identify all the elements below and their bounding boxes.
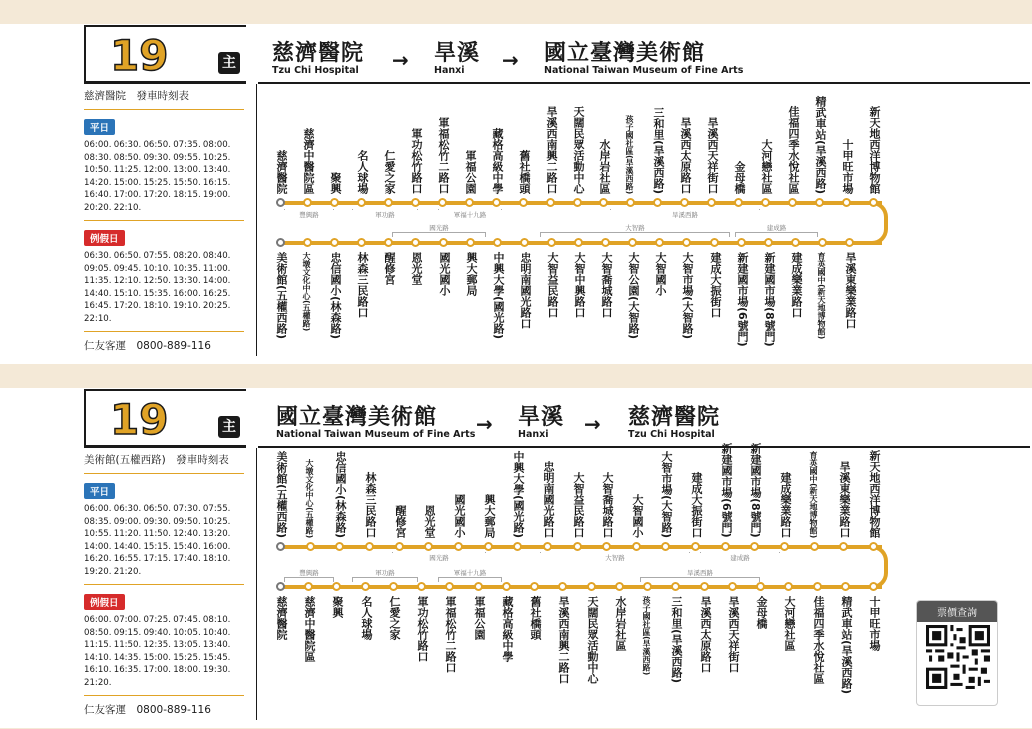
header-destination <box>628 400 720 440</box>
stop-label[interactable]: 孩子國社區(旱溪西路) <box>625 114 634 194</box>
stop-dot <box>303 238 312 247</box>
stop-dot <box>417 582 426 591</box>
stop-label[interactable]: 興大郵局 <box>483 494 496 538</box>
stop-label[interactable]: 慈濟中醫院區 <box>302 128 315 194</box>
stop-dot <box>653 198 662 207</box>
stop-dot <box>384 198 393 207</box>
stop-label[interactable]: 建成大振街口 <box>690 472 703 538</box>
stop-dot <box>756 582 765 591</box>
stop-dot <box>682 238 691 247</box>
stop-dot <box>519 198 528 207</box>
stop-label[interactable]: 大智公園(大智路) <box>627 252 640 340</box>
stop-dot <box>784 582 793 591</box>
stop-dot <box>365 542 374 551</box>
road-bracket <box>640 577 760 582</box>
stop-label[interactable]: 恩光堂 <box>410 252 423 285</box>
arrow-icon: → <box>392 48 409 72</box>
stop-label[interactable]: 新建國市場(8號門) <box>749 443 762 538</box>
stop-dot <box>304 582 313 591</box>
road-label: 軍功路 <box>352 568 418 577</box>
stop-dot <box>761 198 770 207</box>
stop-label[interactable]: 新建國市場(8號門) <box>763 252 776 347</box>
stop-label[interactable]: 林森三民路口 <box>356 252 369 318</box>
stop-dot <box>818 238 827 247</box>
stop-label[interactable]: 十甲旺市場 <box>868 596 881 651</box>
stop-dot <box>466 238 475 247</box>
arrow-icon: → <box>476 412 493 436</box>
main-route-badge: 主 <box>218 416 240 438</box>
stop-label[interactable]: 忠明南國光路口 <box>542 461 555 538</box>
stop-label[interactable]: 慈濟醫院 <box>275 150 288 194</box>
stop-label[interactable]: 軍福公園 <box>473 596 486 640</box>
stop-label[interactable]: 忠信國小(林森路) <box>334 450 347 538</box>
stop-dot <box>411 198 420 207</box>
main-route-badge: 主 <box>218 52 240 74</box>
stop-label[interactable]: 仁愛之家 <box>388 596 401 640</box>
stop-dot <box>454 542 463 551</box>
stop-label[interactable]: 忠信國小(林森路) <box>329 252 342 340</box>
stop-dot <box>357 198 366 207</box>
stop-dot <box>734 198 743 207</box>
stop-label[interactable]: 育英國中(新天地博物館) <box>809 450 818 538</box>
divider <box>84 695 244 696</box>
stop-dot <box>330 238 339 247</box>
route-number-box <box>84 389 246 447</box>
stop-dot <box>842 198 851 207</box>
destination-zh: 慈濟醫院 <box>628 405 721 430</box>
road-label: 軍功路 <box>352 210 418 219</box>
stop-label[interactable]: 軍功松竹路口 <box>410 128 423 194</box>
stop-label[interactable]: 慈濟中醫院區 <box>303 596 316 662</box>
stop-dot <box>513 542 522 551</box>
stop-dot <box>671 582 680 591</box>
stop-label[interactable]: 旱溪西南興二路口 <box>545 106 558 194</box>
stop-label[interactable]: 旱溪西太原路口 <box>679 117 692 194</box>
via-en: Hanxi <box>434 65 465 76</box>
road-label: 豐興路 <box>284 568 334 577</box>
stop-dot <box>601 238 610 247</box>
stop-label[interactable]: 大智益民路口 <box>546 252 559 318</box>
route-number: 19 <box>110 31 169 80</box>
stop-dot <box>815 198 824 207</box>
stop-label[interactable]: 大智市場(大智路) <box>681 252 694 340</box>
stop-label[interactable]: 美術館(五權西路) <box>275 252 288 340</box>
stop-label[interactable]: 孩子國社區(旱溪西路) <box>642 596 651 676</box>
stop-dot <box>841 582 850 591</box>
stop-label[interactable]: 藏格高級中學 <box>501 596 514 662</box>
stop-dot <box>546 198 555 207</box>
route-section-outbound <box>0 0 1032 364</box>
stop-dot <box>780 542 789 551</box>
stop-label[interactable]: 新建國市場(6號門) <box>720 443 733 538</box>
divider <box>84 220 244 221</box>
stop-label[interactable]: 慈濟醫院 <box>275 596 288 640</box>
destination-en: National Taiwan Museum of Fine Arts <box>544 65 744 76</box>
stop-label[interactable]: 金母橋 <box>755 596 768 629</box>
stop-dot <box>839 542 848 551</box>
via-zh: 旱溪 <box>518 405 565 430</box>
stop-label[interactable]: 大河戀社區 <box>760 139 773 194</box>
stop-dot <box>543 542 552 551</box>
divider <box>256 448 257 720</box>
stop-label[interactable]: 醒修宮 <box>394 505 407 538</box>
stop-label[interactable]: 名人球場 <box>356 150 369 194</box>
weekday-times: 06:00. 06:30. 06:50. 07:30. 07:55. 08:35. 09:00. 09:30. 09:50. 10:25. 10:55. 11:20. 11:50. 12:40. 13:20. 14:00. 14:40. 15:15. 15:40. 16:00. 16:20. 16:55. 17:15. 17:40. 18:10. 19:20. 21:20. <box>84 504 231 577</box>
stop-dot <box>502 582 511 591</box>
header-via <box>518 400 564 440</box>
route-number: 19 <box>110 395 169 444</box>
fare-query-title: 票價查詢 <box>917 601 997 622</box>
stop-dot <box>587 582 596 591</box>
stop-label[interactable]: 軍功松竹路口 <box>416 596 429 662</box>
stop-label[interactable]: 興大郵局 <box>465 252 478 296</box>
stop-label[interactable]: 育英國中(新天地博物館) <box>817 252 826 340</box>
stop-dot <box>655 238 664 247</box>
stop-dot <box>492 198 501 207</box>
road-label: 大智路 <box>540 553 690 562</box>
road-bracket <box>540 232 730 237</box>
stop-dot <box>389 582 398 591</box>
divider <box>84 584 244 585</box>
divider <box>258 446 1030 448</box>
timetable-panel <box>84 88 244 353</box>
timetable-panel <box>84 452 244 717</box>
stop-label[interactable]: 舊社橋頭 <box>529 596 542 640</box>
stop-dot <box>332 582 341 591</box>
stop-label[interactable]: 新天地西洋博物館 <box>868 450 881 538</box>
road-label: 旱溪西路 <box>610 210 760 219</box>
road-label: 大智路 <box>540 223 730 232</box>
stop-label[interactable]: 大智喬城路口 <box>601 472 614 538</box>
stop-dot <box>869 582 878 591</box>
stop-label[interactable]: 旱溪東樂業路口 <box>838 461 851 538</box>
holiday-times: 06:00. 07:00. 07:25. 07:45. 08:10. 08:50. 09:15. 09:40. 10:05. 10:40. 11:15. 11:50. 12:35. 13:05. 13:40. 14:10. 14:35. 15:00. 15:25. 15:45. 16:10. 16:35. 17:00. 18:00. 19:30. 21:20. <box>84 615 231 688</box>
road-label: 軍福十九路 <box>438 210 502 219</box>
header-via <box>434 36 480 76</box>
stop-dot <box>520 238 529 247</box>
stop-dot <box>628 238 637 247</box>
stop-label[interactable]: 名人球場 <box>360 596 373 640</box>
divider <box>258 82 1030 84</box>
stop-label[interactable]: 軍福松竹二路口 <box>437 117 450 194</box>
stop-label[interactable]: 軍福松竹二路口 <box>444 596 457 673</box>
stop-dot <box>484 542 493 551</box>
divider <box>84 446 246 448</box>
stop-dot <box>361 582 370 591</box>
arrow-icon: → <box>584 412 601 436</box>
stop-label[interactable]: 佳福四季水悅社區 <box>787 106 800 194</box>
stop-dot <box>445 582 454 591</box>
road-label: 國光路 <box>392 223 486 232</box>
stop-label[interactable]: 舊社橋頭 <box>518 150 531 194</box>
stop-dot <box>599 198 608 207</box>
stop-label[interactable]: 佳福四季水悅社區 <box>812 596 825 684</box>
stop-dot <box>465 198 474 207</box>
road-label: 軍福十九路 <box>438 568 502 577</box>
stop-label[interactable]: 三和里(旱溪西路) <box>652 106 665 194</box>
stop-dot <box>276 198 285 207</box>
stop-dot <box>707 198 716 207</box>
stop-dot <box>303 198 312 207</box>
stop-label[interactable]: 中興大學(國光路) <box>512 450 525 538</box>
fare-query-qr[interactable] <box>916 600 998 706</box>
via-en: Hanxi <box>518 429 549 440</box>
stop-dot <box>680 198 689 207</box>
qr-code-icon <box>926 625 990 689</box>
stop-label[interactable]: 大河戀社區 <box>783 596 796 651</box>
road-label: 豐興路 <box>284 210 334 219</box>
road-bracket <box>392 232 486 237</box>
stop-dot <box>330 198 339 207</box>
stop-label[interactable]: 大智市場(大智路) <box>660 450 673 538</box>
stop-dot <box>700 582 709 591</box>
stop-dot <box>439 238 448 247</box>
stop-dot <box>558 582 567 591</box>
stop-label[interactable]: 中興大學(國光路) <box>492 252 505 340</box>
divider <box>84 82 246 84</box>
road-bracket <box>735 232 818 237</box>
stop-dot <box>626 198 635 207</box>
stop-label[interactable]: 美術館(五權西路) <box>275 450 288 538</box>
stop-dot <box>530 582 539 591</box>
stop-dot <box>710 238 719 247</box>
stop-label[interactable]: 精武車站(旱溪西路) <box>814 95 827 194</box>
stop-dot <box>574 238 583 247</box>
stop-dot <box>728 582 737 591</box>
stop-label[interactable]: 大智益民路口 <box>572 472 585 538</box>
stop-label[interactable]: 十甲旺市場 <box>841 139 854 194</box>
header-origin <box>276 400 475 440</box>
stop-label[interactable]: 聚興 <box>331 596 344 618</box>
stop-dot <box>632 542 641 551</box>
road-label: 國光路 <box>392 553 486 562</box>
stop-label[interactable]: 水岸岩社區 <box>614 596 627 651</box>
stop-dot <box>335 542 344 551</box>
stop-dot <box>276 238 285 247</box>
stop-dot <box>395 542 404 551</box>
stop-dot <box>615 582 624 591</box>
stop-label[interactable]: 建成樂業路口 <box>790 252 803 318</box>
stop-dot <box>810 542 819 551</box>
stop-label[interactable]: 旱溪東樂業路口 <box>844 252 857 329</box>
header-destination <box>544 36 743 76</box>
stop-label[interactable]: 新建國市場(6號門) <box>736 252 749 347</box>
stop-label[interactable]: 醒修宮 <box>383 252 396 285</box>
stop-dot <box>869 198 878 207</box>
stop-label[interactable]: 大智國小 <box>631 494 644 538</box>
destination-en: Tzu Chi Hospital <box>628 429 715 440</box>
stop-dot <box>691 542 700 551</box>
destination-zh: 國立臺灣美術館 <box>544 41 706 66</box>
stop-dot <box>573 542 582 551</box>
stop-dot <box>306 542 315 551</box>
stop-dot <box>276 542 285 551</box>
road-bracket <box>438 577 502 582</box>
stop-dot <box>813 582 822 591</box>
stop-label[interactable]: 忠明南國光路口 <box>519 252 532 329</box>
route-section-return <box>0 364 1032 729</box>
stop-dot <box>384 238 393 247</box>
origin-en: National Taiwan Museum of Fine Arts <box>276 429 476 440</box>
timetable-title: 美術館(五權西路) 發車時刻表 <box>84 452 244 474</box>
stop-label[interactable]: 聚興 <box>329 172 342 194</box>
arrow-icon: → <box>502 48 519 72</box>
stop-label[interactable]: 藏格高級中學 <box>491 128 504 194</box>
stop-dot <box>547 238 556 247</box>
stop-dot <box>750 542 759 551</box>
stop-label[interactable]: 旱溪西南興二路口 <box>557 596 570 684</box>
road-label: 建成路 <box>735 223 818 232</box>
stop-label[interactable]: 林森三民路口 <box>364 472 377 538</box>
timetable-title: 慈濟醫院 發車時刻表 <box>84 88 244 110</box>
stop-label[interactable]: 仁愛之家 <box>383 150 396 194</box>
stop-dot <box>424 542 433 551</box>
stop-label[interactable]: 軍福公園 <box>464 150 477 194</box>
stop-dot <box>643 582 652 591</box>
stop-dot <box>661 542 670 551</box>
stop-label[interactable]: 旱溪西天祥街口 <box>727 596 740 673</box>
stop-dot <box>764 238 773 247</box>
stop-dot <box>411 238 420 247</box>
stop-dot <box>869 542 878 551</box>
stop-label[interactable]: 國光國小 <box>438 252 451 296</box>
stop-dot <box>737 238 746 247</box>
stop-label[interactable]: 旱溪西天祥街口 <box>706 117 719 194</box>
operator-phone: 仁友客運 0800-889-116 <box>84 704 211 716</box>
stop-dot <box>493 238 502 247</box>
weekday-times: 06:00. 06:30. 06:50. 07:35. 08:00. 08:30. 08:50. 09:30. 09:55. 10:25. 10:50. 11:25. 12:00. 13:00. 13:40. 14:20. 15:00. 15:25. 15:50. 16:15. 16:40. 17:00. 17:20. 18:15. 19:00. 20:20. 22:10. <box>84 140 231 213</box>
stop-label[interactable]: 建成大振街口 <box>709 252 722 318</box>
stop-dot <box>721 542 730 551</box>
stop-label[interactable]: 國光國小 <box>453 494 466 538</box>
road-bracket <box>352 577 418 582</box>
stop-label[interactable]: 大智喬城路口 <box>600 252 613 318</box>
stop-dot <box>788 198 797 207</box>
stop-label[interactable]: 大墩文化中心(五權路) <box>302 252 311 332</box>
road-bracket <box>284 577 334 582</box>
road-label: 旱溪西路 <box>640 568 760 577</box>
stop-label[interactable]: 水岸岩社區 <box>598 139 611 194</box>
stop-label[interactable]: 大智中興路口 <box>573 252 586 318</box>
road-label: 建成路 <box>700 553 780 562</box>
route-number-box <box>84 25 246 83</box>
stop-dot <box>573 198 582 207</box>
operator-phone: 仁友客運 0800-889-116 <box>84 340 211 352</box>
stop-label[interactable]: 三和里(旱溪西路) <box>670 596 683 684</box>
weekday-badge: 平日 <box>84 483 115 499</box>
stop-dot <box>276 582 285 591</box>
stop-dot <box>474 582 483 591</box>
stop-label[interactable]: 新天地西洋博物館 <box>868 106 881 194</box>
stop-label[interactable]: 建成樂業路口 <box>779 472 792 538</box>
stop-label[interactable]: 恩光堂 <box>423 505 436 538</box>
stop-dot <box>602 542 611 551</box>
stop-label[interactable]: 大智國小 <box>654 252 667 296</box>
stop-label[interactable]: 金母橋 <box>733 161 746 194</box>
origin-zh: 國立臺灣美術館 <box>276 405 438 430</box>
holiday-times: 06:30. 06:50. 07:55. 08:20. 08:40. 09:05. 09:45. 10:10. 10:35. 11:00. 11:35. 12:10. 12:50. 13:30. 14:00. 14:40. 15:10. 15:35. 16:00. 16:25. 16:45. 17:20. 18:10. 19:10. 20:25. 22:10. <box>84 251 231 324</box>
holiday-badge: 例假日 <box>84 594 125 610</box>
stop-dot <box>438 198 447 207</box>
stop-label[interactable]: 大墩文化中心(五權路) <box>305 458 314 538</box>
via-zh: 旱溪 <box>434 41 481 66</box>
header-origin <box>272 36 364 76</box>
stop-label[interactable]: 旱溪西太原路口 <box>699 596 712 673</box>
stop-label[interactable]: 天闊民眾活動中心 <box>572 106 585 194</box>
weekday-badge: 平日 <box>84 119 115 135</box>
origin-zh: 慈濟醫院 <box>272 41 365 66</box>
stop-label[interactable]: 天闊民眾活動中心 <box>586 596 599 684</box>
divider <box>84 331 244 332</box>
origin-en: Tzu Chi Hospital <box>272 65 359 76</box>
stop-dot <box>845 238 854 247</box>
stop-label[interactable]: 精武車站(旱溪西路) <box>840 596 853 695</box>
holiday-badge: 例假日 <box>84 230 125 246</box>
stop-dot <box>791 238 800 247</box>
stop-dot <box>357 238 366 247</box>
divider <box>256 84 257 356</box>
